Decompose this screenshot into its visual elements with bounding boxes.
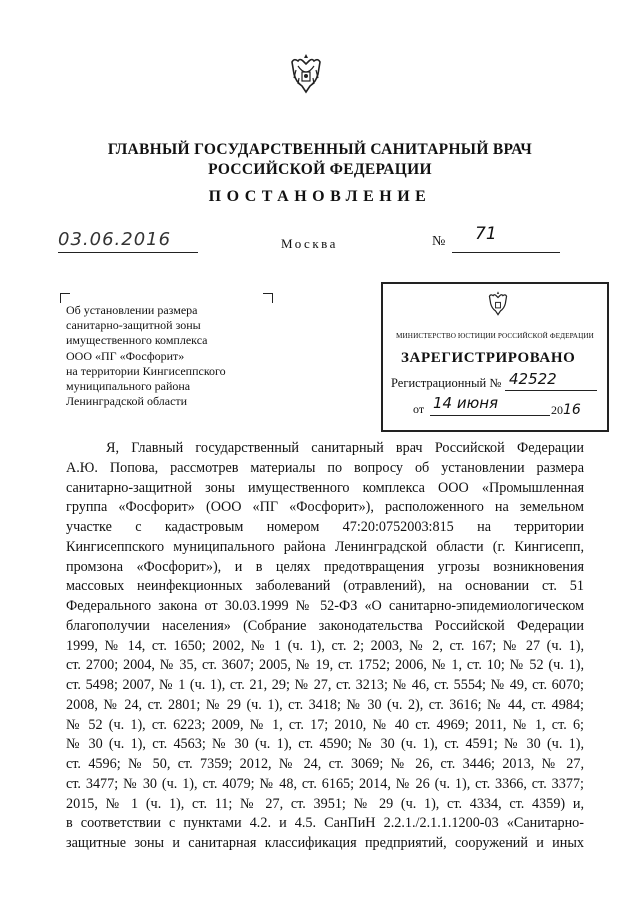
date-underline xyxy=(58,252,198,253)
body-line: массовых неинфекционных заболеваний (отравлений), на основании ст. 51 xyxy=(66,578,584,595)
body-line: Я, Главный государственный санитарный врач Российской Федерации xyxy=(106,440,584,456)
body-line: Кингисеппского муниципального района Ленинградской области (г. Кингисепп, xyxy=(66,538,584,555)
body-line: группа «Фосфорит» (ООО «ПГ «Фосфорит»), расположенного на земельном xyxy=(66,499,584,516)
stamp-from-date: 14 июня xyxy=(433,394,499,412)
stamp-reg-number-underline xyxy=(505,390,597,391)
coat-of-arms-emblem xyxy=(288,52,324,94)
issuer-title-line-2: РОССИЙСКОЙ ФЕДЕРАЦИИ xyxy=(208,161,432,178)
number-underline xyxy=(452,252,560,253)
body-line: Федерального закона от 30.03.1999 № 52-ФЗ «О санитарно-эпидемиологическом xyxy=(66,598,584,614)
body-line: 1999, № 14, ст. 1650; 2002, № 1 (ч. 1), ст. 2; 2003, № 2, ст. 167; № 27 (ч. 1), xyxy=(66,637,584,654)
number-label: № xyxy=(432,234,446,249)
subject-bracket-right xyxy=(263,293,273,303)
body-line: ст. 5498; 2007, № 1 (ч. 1), ст. 21, 29; № 27, ст. 3213; № 46, ст. 5554; № 49, ст. 6070; xyxy=(66,677,584,693)
stamp-year-prefix: 20 xyxy=(551,403,563,417)
body-line: 2015, № 1 (ч. 1), ст. 11; № 27, ст. 3951; № 29 (ч. 1), ст. 4334, ст. 4359) и, xyxy=(66,795,584,812)
subject-line: ООО «ПГ «Фосфорит» xyxy=(66,348,185,363)
body-line: ст. 2700; 2004, № 35, ст. 3607; 2005, № 19, ст. 1752; 2006, № 1, ст. 10; № 52 (ч. 1), xyxy=(66,657,584,674)
subject-line: Об установлении размера xyxy=(66,303,198,317)
city-name: Москва xyxy=(281,236,338,251)
stamp-reg-number: 42522 xyxy=(509,370,557,388)
subject-bracket-left xyxy=(60,293,70,303)
body-line: защитные зоны и санитарная классификация предприятий, сооружений и иных xyxy=(66,835,584,851)
registration-stamp xyxy=(381,282,609,432)
subject-block xyxy=(66,303,286,409)
document-type-heading: ПОСТАНОВЛЕНИЕ xyxy=(208,188,432,205)
body-line: № 30 (ч. 1), ст. 4563; № 30 (ч. 1), ст. 4590; № 30 (ч. 1), ст. 4591; № 30 (ч. 1), xyxy=(66,736,584,753)
body-line: № 52 (ч. 1), ст. 6223; 2009, № 1, ст. 17; 2010, № 40 ст. 4969; 2011, № 1, ст. 6; xyxy=(66,716,584,733)
body-line: промзона «Фосфорит»), и в целях предотвращения угрозы возникновения xyxy=(66,558,584,575)
subject-line: муниципального района xyxy=(66,379,191,394)
decree-date: 03.06.2016 xyxy=(58,229,172,250)
body-line: ст. 4596; № 50, ст. 7359; 2012, № 24, ст. 3069; № 26, ст. 3446; 2013, № 27, xyxy=(66,756,584,772)
stamp-from-label: от xyxy=(413,402,425,416)
subject-line: на территории Кингисеппского xyxy=(66,363,226,378)
body-line: благополучии населения» (Собрание законодательства Российской Федерации xyxy=(66,617,584,634)
stamp-ministry-name: МИНИСТЕРСТВО ЮСТИЦИИ РОССИЙСКОЙ ФЕДЕРАЦИИ xyxy=(396,332,594,340)
stamp-reg-number-label: Регистрационный № xyxy=(391,376,502,390)
subject-line: Ленинградской области xyxy=(66,394,188,409)
body-line: ст. 3477; № 30 (ч. 1), ст. 4079; № 48, ст. 6165; 2014, № 26 (ч. 1), ст. 3366, ст. 3377; xyxy=(66,775,584,792)
subject-line: санитарно-защитной зоны xyxy=(66,318,201,333)
subject-line: имущественного комплекса xyxy=(66,333,208,348)
stamp-from-underline xyxy=(430,415,550,416)
issuer-title-line-1: ГЛАВНЫЙ ГОСУДАРСТВЕННЫЙ САНИТАРНЫЙ ВРАЧ xyxy=(107,141,533,158)
body-line: А.Ю. Попова, рассмотрев материалы по вопросу об установлении размера xyxy=(66,459,584,476)
body-line: санитарно-защитной зоны имущественного комплекса ООО «Промышленная xyxy=(66,479,584,496)
stamp-emblem-icon xyxy=(487,290,509,316)
stamp-year-handwritten: 16 xyxy=(563,402,581,418)
stamp-registered-label: ЗАРЕГИСТРИРОВАНО xyxy=(401,350,576,366)
body-line: 2008, № 24, ст. 2801; № 29 (ч. 1), ст. 3418; № 30 (ч. 2), ст. 3616; № 44, ст. 4984; xyxy=(66,696,584,713)
body-line: участке с кадастровым номером 47:20:0752003:815 на территории xyxy=(66,519,584,535)
stamp-year xyxy=(551,402,581,418)
decree-number: 71 xyxy=(475,224,497,244)
body-line: в соответствии с пунктами 4.2. и 4.5. СанПиН 2.2.1./2.1.1.1200-03 «Санитарно- xyxy=(66,815,584,832)
decree-body xyxy=(66,439,584,854)
